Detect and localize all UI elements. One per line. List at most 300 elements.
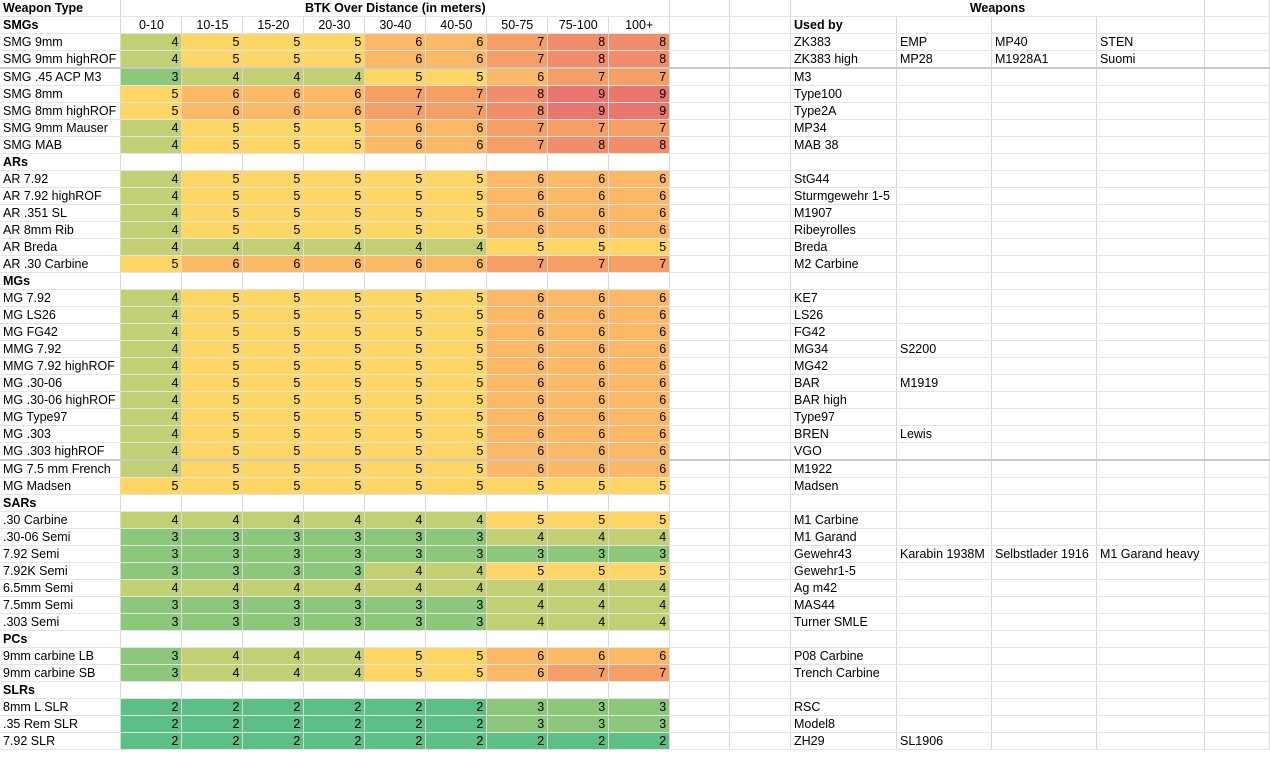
empty-cell[interactable] (1204, 495, 1269, 512)
empty-cell[interactable] (670, 239, 730, 256)
btk-cell[interactable]: 6 (609, 222, 670, 239)
empty-cell[interactable] (1204, 239, 1269, 256)
used-by-weapon-cell[interactable]: Ribeyrolles (791, 222, 897, 239)
used-by-weapon-cell[interactable]: SL1906 (897, 733, 992, 750)
category-label[interactable]: SMGs (0, 17, 121, 34)
btk-cell[interactable]: 4 (304, 665, 365, 682)
weapon-type-cell[interactable]: MG .30-06 (0, 375, 121, 392)
empty-cell[interactable] (730, 324, 791, 341)
empty-cell[interactable] (670, 495, 730, 512)
used-by-weapon-cell[interactable] (897, 239, 992, 256)
empty-cell[interactable] (670, 103, 730, 120)
empty-cell[interactable] (1204, 222, 1269, 239)
btk-cell[interactable]: 8 (548, 137, 609, 154)
empty-cell[interactable] (670, 205, 730, 222)
empty-cell[interactable] (487, 273, 548, 290)
empty-cell[interactable] (1204, 205, 1269, 222)
used-by-weapon-cell[interactable] (1096, 733, 1204, 750)
btk-cell[interactable]: 4 (182, 239, 243, 256)
btk-cell[interactable]: 5 (182, 205, 243, 222)
btk-cell[interactable]: 4 (548, 580, 609, 597)
empty-cell[interactable] (548, 495, 609, 512)
btk-cell[interactable]: 5 (304, 188, 365, 205)
btk-cell[interactable]: 3 (426, 614, 487, 631)
btk-cell[interactable]: 5 (182, 478, 243, 495)
btk-cell[interactable]: 6 (487, 68, 548, 86)
empty-cell[interactable] (730, 239, 791, 256)
btk-cell[interactable]: 6 (487, 222, 548, 239)
btk-cell[interactable]: 5 (365, 205, 426, 222)
weapon-type-cell[interactable]: 9mm carbine LB (0, 648, 121, 665)
used-by-weapon-cell[interactable] (1096, 375, 1204, 392)
btk-cell[interactable]: 4 (243, 580, 304, 597)
empty-cell[interactable] (243, 273, 304, 290)
used-by-weapon-cell[interactable] (897, 580, 992, 597)
weapon-type-cell[interactable]: MG FG42 (0, 324, 121, 341)
empty-cell[interactable] (182, 495, 243, 512)
btk-cell[interactable]: 5 (304, 443, 365, 461)
btk-cell[interactable]: 4 (121, 137, 182, 154)
btk-cell[interactable]: 4 (426, 512, 487, 529)
btk-cell[interactable]: 6 (609, 188, 670, 205)
used-by-weapon-cell[interactable] (991, 341, 1096, 358)
weapon-type-cell[interactable]: SMG 8mm highROF (0, 103, 121, 120)
btk-cell[interactable]: 6 (426, 256, 487, 273)
empty-cell[interactable] (182, 154, 243, 171)
btk-cell[interactable]: 5 (365, 171, 426, 188)
btk-cell[interactable]: 7 (487, 256, 548, 273)
empty-cell[interactable] (670, 392, 730, 409)
btk-cell[interactable]: 6 (609, 648, 670, 665)
empty-cell[interactable] (991, 631, 1096, 648)
used-by-weapon-cell[interactable] (1096, 307, 1204, 324)
empty-cell[interactable] (1096, 682, 1204, 699)
btk-cell[interactable]: 4 (487, 597, 548, 614)
used-by-weapon-cell[interactable]: BAR high (791, 392, 897, 409)
btk-cell[interactable]: 3 (487, 699, 548, 716)
btk-cell[interactable]: 4 (548, 614, 609, 631)
empty-cell[interactable] (670, 699, 730, 716)
btk-cell[interactable]: 3 (548, 699, 609, 716)
btk-title-header[interactable]: BTK Over Distance (in meters) (121, 0, 670, 17)
empty-cell[interactable] (121, 154, 182, 171)
btk-cell[interactable]: 5 (426, 205, 487, 222)
btk-cell[interactable]: 5 (365, 307, 426, 324)
btk-cell[interactable]: 4 (121, 580, 182, 597)
used-by-weapon-cell[interactable] (991, 375, 1096, 392)
empty-cell[interactable] (730, 273, 791, 290)
empty-cell[interactable] (365, 154, 426, 171)
btk-cell[interactable]: 5 (426, 375, 487, 392)
btk-cell[interactable]: 5 (609, 512, 670, 529)
used-by-weapon-cell[interactable]: M1928A1 (991, 51, 1096, 69)
empty-cell[interactable] (670, 0, 730, 17)
btk-cell[interactable]: 7 (609, 120, 670, 137)
empty-cell[interactable] (791, 682, 897, 699)
btk-cell[interactable]: 2 (304, 699, 365, 716)
used-by-weapon-cell[interactable]: MAS44 (791, 597, 897, 614)
btk-cell[interactable]: 4 (121, 443, 182, 461)
btk-cell[interactable]: 3 (121, 68, 182, 86)
empty-cell[interactable] (1204, 68, 1269, 86)
btk-cell[interactable]: 3 (243, 529, 304, 546)
used-by-weapon-cell[interactable] (991, 443, 1096, 461)
empty-cell[interactable] (1204, 665, 1269, 682)
empty-cell[interactable] (730, 341, 791, 358)
btk-cell[interactable]: 2 (487, 733, 548, 750)
btk-cell[interactable]: 3 (243, 597, 304, 614)
btk-cell[interactable]: 4 (609, 597, 670, 614)
btk-cell[interactable]: 8 (609, 51, 670, 69)
distance-header[interactable]: 10-15 (182, 17, 243, 34)
btk-cell[interactable]: 5 (304, 222, 365, 239)
weapon-type-cell[interactable]: 7.5mm Semi (0, 597, 121, 614)
empty-cell[interactable] (730, 597, 791, 614)
empty-cell[interactable] (1204, 631, 1269, 648)
empty-cell[interactable] (791, 154, 897, 171)
btk-cell[interactable]: 4 (182, 648, 243, 665)
used-by-weapon-cell[interactable] (897, 103, 992, 120)
used-by-weapon-cell[interactable] (897, 665, 992, 682)
btk-cell[interactable]: 2 (243, 733, 304, 750)
btk-cell[interactable]: 3 (121, 665, 182, 682)
btk-cell[interactable]: 5 (182, 460, 243, 478)
btk-cell[interactable]: 5 (609, 478, 670, 495)
btk-cell[interactable]: 8 (487, 103, 548, 120)
empty-cell[interactable] (791, 495, 897, 512)
empty-cell[interactable] (670, 290, 730, 307)
btk-cell[interactable]: 5 (243, 34, 304, 51)
used-by-weapon-cell[interactable]: LS26 (791, 307, 897, 324)
empty-cell[interactable] (670, 358, 730, 375)
empty-cell[interactable] (243, 631, 304, 648)
empty-cell[interactable] (426, 273, 487, 290)
empty-cell[interactable] (121, 682, 182, 699)
btk-cell[interactable]: 5 (426, 222, 487, 239)
btk-cell[interactable]: 6 (426, 137, 487, 154)
btk-cell[interactable]: 5 (304, 34, 365, 51)
used-by-weapon-cell[interactable]: M1919 (897, 375, 992, 392)
btk-cell[interactable]: 5 (426, 188, 487, 205)
btk-cell[interactable]: 6 (487, 290, 548, 307)
btk-cell[interactable]: 6 (487, 375, 548, 392)
btk-cell[interactable]: 4 (426, 580, 487, 597)
btk-cell[interactable]: 4 (609, 529, 670, 546)
empty-cell[interactable] (426, 682, 487, 699)
btk-cell[interactable]: 5 (304, 478, 365, 495)
used-by-weapon-cell[interactable]: VGO (791, 443, 897, 461)
empty-cell[interactable] (609, 682, 670, 699)
btk-cell[interactable]: 4 (609, 614, 670, 631)
empty-cell[interactable] (670, 341, 730, 358)
used-by-weapon-cell[interactable] (1096, 597, 1204, 614)
btk-cell[interactable]: 5 (243, 137, 304, 154)
empty-cell[interactable] (670, 68, 730, 86)
weapon-type-header[interactable]: Weapon Type (0, 0, 121, 17)
btk-cell[interactable]: 9 (609, 103, 670, 120)
empty-cell[interactable] (243, 682, 304, 699)
btk-cell[interactable]: 6 (548, 648, 609, 665)
empty-cell[interactable] (730, 256, 791, 273)
btk-cell[interactable]: 5 (243, 443, 304, 461)
btk-cell[interactable]: 2 (426, 733, 487, 750)
btk-cell[interactable]: 6 (426, 120, 487, 137)
empty-cell[interactable] (1204, 580, 1269, 597)
used-by-weapon-cell[interactable] (991, 358, 1096, 375)
btk-cell[interactable]: 5 (182, 324, 243, 341)
btk-cell[interactable]: 2 (121, 699, 182, 716)
btk-cell[interactable]: 2 (121, 716, 182, 733)
btk-cell[interactable]: 6 (487, 460, 548, 478)
btk-cell[interactable]: 5 (243, 341, 304, 358)
empty-cell[interactable] (670, 733, 730, 750)
weapon-type-cell[interactable]: AR 7.92 highROF (0, 188, 121, 205)
btk-cell[interactable]: 5 (304, 51, 365, 69)
used-by-weapon-cell[interactable]: Turner SMLE (791, 614, 897, 631)
weapon-type-cell[interactable]: AR .351 SL (0, 205, 121, 222)
btk-cell[interactable]: 5 (182, 188, 243, 205)
empty-cell[interactable] (730, 614, 791, 631)
empty-cell[interactable] (1204, 614, 1269, 631)
btk-cell[interactable]: 5 (243, 392, 304, 409)
weapon-type-cell[interactable]: 7.92 SLR (0, 733, 121, 750)
empty-cell[interactable] (670, 256, 730, 273)
used-by-weapon-cell[interactable] (1096, 409, 1204, 426)
empty-cell[interactable] (897, 631, 992, 648)
btk-cell[interactable]: 4 (121, 375, 182, 392)
weapon-type-cell[interactable]: AR .30 Carbine (0, 256, 121, 273)
weapon-type-cell[interactable]: 7.92K Semi (0, 563, 121, 580)
btk-cell[interactable]: 5 (487, 239, 548, 256)
btk-cell[interactable]: 4 (365, 580, 426, 597)
used-by-weapon-cell[interactable] (897, 68, 992, 86)
btk-cell[interactable]: 5 (243, 307, 304, 324)
btk-cell[interactable]: 4 (487, 614, 548, 631)
used-by-weapon-cell[interactable] (991, 68, 1096, 86)
used-by-weapon-cell[interactable]: M1907 (791, 205, 897, 222)
used-by-weapon-cell[interactable] (1096, 665, 1204, 682)
used-by-weapon-cell[interactable] (1096, 512, 1204, 529)
empty-cell[interactable] (791, 631, 897, 648)
btk-cell[interactable]: 4 (121, 341, 182, 358)
empty-cell[interactable] (1204, 597, 1269, 614)
empty-cell[interactable] (1096, 495, 1204, 512)
btk-cell[interactable]: 5 (365, 375, 426, 392)
btk-cell[interactable]: 4 (121, 239, 182, 256)
empty-cell[interactable] (730, 512, 791, 529)
btk-cell[interactable]: 6 (609, 358, 670, 375)
used-by-weapon-cell[interactable]: M1922 (791, 460, 897, 478)
used-by-weapon-cell[interactable] (1096, 392, 1204, 409)
empty-cell[interactable] (1204, 120, 1269, 137)
btk-cell[interactable]: 4 (121, 51, 182, 69)
btk-cell[interactable]: 3 (426, 546, 487, 563)
empty-cell[interactable] (991, 17, 1096, 34)
btk-cell[interactable]: 6 (182, 86, 243, 103)
empty-cell[interactable] (1204, 409, 1269, 426)
used-by-weapon-cell[interactable]: MAB 38 (791, 137, 897, 154)
btk-cell[interactable]: 5 (304, 426, 365, 443)
empty-cell[interactable] (670, 614, 730, 631)
weapons-header[interactable]: Weapons (791, 0, 1205, 17)
empty-cell[interactable] (730, 563, 791, 580)
weapon-type-cell[interactable]: 6.5mm Semi (0, 580, 121, 597)
btk-cell[interactable]: 4 (243, 665, 304, 682)
empty-cell[interactable] (670, 120, 730, 137)
btk-cell[interactable]: 5 (243, 375, 304, 392)
btk-cell[interactable]: 5 (182, 426, 243, 443)
empty-cell[interactable] (991, 273, 1096, 290)
category-label[interactable]: SLRs (0, 682, 121, 699)
used-by-weapon-cell[interactable] (897, 222, 992, 239)
btk-cell[interactable]: 5 (365, 648, 426, 665)
btk-cell[interactable]: 6 (548, 358, 609, 375)
btk-cell[interactable]: 6 (548, 222, 609, 239)
btk-cell[interactable]: 3 (182, 614, 243, 631)
empty-cell[interactable] (730, 188, 791, 205)
btk-cell[interactable]: 6 (243, 103, 304, 120)
btk-cell[interactable]: 2 (548, 733, 609, 750)
empty-cell[interactable] (1204, 648, 1269, 665)
used-by-weapon-cell[interactable]: MP40 (991, 34, 1096, 51)
btk-cell[interactable]: 3 (365, 614, 426, 631)
distance-header[interactable]: 75-100 (548, 17, 609, 34)
btk-cell[interactable]: 6 (548, 171, 609, 188)
btk-cell[interactable]: 5 (243, 171, 304, 188)
used-by-weapon-cell[interactable] (1096, 239, 1204, 256)
used-by-weapon-cell[interactable]: MG34 (791, 341, 897, 358)
empty-cell[interactable] (730, 682, 791, 699)
btk-cell[interactable]: 3 (121, 529, 182, 546)
empty-cell[interactable] (304, 154, 365, 171)
btk-cell[interactable]: 4 (121, 34, 182, 51)
used-by-weapon-cell[interactable] (1096, 137, 1204, 154)
used-by-weapon-cell[interactable] (991, 460, 1096, 478)
btk-cell[interactable]: 5 (426, 648, 487, 665)
btk-cell[interactable]: 6 (609, 426, 670, 443)
weapon-type-cell[interactable]: AR 8mm Rib (0, 222, 121, 239)
btk-cell[interactable]: 2 (609, 733, 670, 750)
used-by-weapon-cell[interactable] (897, 648, 992, 665)
btk-cell[interactable]: 7 (426, 103, 487, 120)
used-by-weapon-cell[interactable]: Lewis (897, 426, 992, 443)
empty-cell[interactable] (1096, 273, 1204, 290)
btk-cell[interactable]: 4 (426, 563, 487, 580)
used-by-weapon-cell[interactable] (897, 614, 992, 631)
empty-cell[interactable] (730, 290, 791, 307)
empty-cell[interactable] (670, 222, 730, 239)
btk-cell[interactable]: 7 (487, 34, 548, 51)
used-by-weapon-cell[interactable]: Model8 (791, 716, 897, 733)
category-label[interactable]: MGs (0, 273, 121, 290)
empty-cell[interactable] (121, 495, 182, 512)
btk-cell[interactable]: 3 (121, 614, 182, 631)
used-by-weapon-cell[interactable]: Selbstlader 1916 (991, 546, 1096, 563)
weapon-type-cell[interactable]: MG LS26 (0, 307, 121, 324)
used-by-weapon-cell[interactable] (897, 597, 992, 614)
empty-cell[interactable] (548, 273, 609, 290)
empty-cell[interactable] (1204, 529, 1269, 546)
used-by-weapon-cell[interactable]: Type100 (791, 86, 897, 103)
empty-cell[interactable] (730, 580, 791, 597)
btk-cell[interactable]: 6 (548, 409, 609, 426)
used-by-weapon-cell[interactable]: Trench Carbine (791, 665, 897, 682)
empty-cell[interactable] (730, 103, 791, 120)
empty-cell[interactable] (670, 631, 730, 648)
empty-cell[interactable] (121, 273, 182, 290)
btk-cell[interactable]: 4 (121, 222, 182, 239)
btk-cell[interactable]: 4 (121, 290, 182, 307)
empty-cell[interactable] (1204, 0, 1269, 17)
btk-cell[interactable]: 5 (304, 409, 365, 426)
btk-cell[interactable]: 6 (365, 120, 426, 137)
empty-cell[interactable] (365, 273, 426, 290)
btk-cell[interactable]: 5 (182, 409, 243, 426)
btk-cell[interactable]: 6 (548, 443, 609, 461)
btk-cell[interactable]: 2 (182, 733, 243, 750)
used-by-weapon-cell[interactable]: MP34 (791, 120, 897, 137)
btk-cell[interactable]: 5 (426, 392, 487, 409)
empty-cell[interactable] (670, 375, 730, 392)
btk-cell[interactable]: 5 (426, 478, 487, 495)
btk-cell[interactable]: 4 (121, 205, 182, 222)
btk-cell[interactable]: 6 (304, 103, 365, 120)
btk-cell[interactable]: 3 (365, 597, 426, 614)
btk-cell[interactable]: 4 (365, 512, 426, 529)
used-by-weapon-cell[interactable] (991, 137, 1096, 154)
used-by-weapon-cell[interactable] (1096, 103, 1204, 120)
btk-cell[interactable]: 7 (548, 256, 609, 273)
used-by-weapon-cell[interactable]: ZK383 (791, 34, 897, 51)
btk-cell[interactable]: 4 (548, 597, 609, 614)
btk-cell[interactable]: 6 (609, 443, 670, 461)
empty-cell[interactable] (487, 154, 548, 171)
empty-cell[interactable] (670, 34, 730, 51)
btk-cell[interactable]: 5 (243, 478, 304, 495)
btk-cell[interactable]: 5 (426, 409, 487, 426)
btk-cell[interactable]: 7 (487, 120, 548, 137)
btk-cell[interactable]: 5 (304, 171, 365, 188)
btk-cell[interactable]: 8 (609, 137, 670, 154)
used-by-weapon-cell[interactable]: Gewehr43 (791, 546, 897, 563)
empty-cell[interactable] (1204, 426, 1269, 443)
empty-cell[interactable] (1204, 188, 1269, 205)
used-by-weapon-cell[interactable] (1096, 256, 1204, 273)
used-by-weapon-cell[interactable]: M1 Carbine (791, 512, 897, 529)
empty-cell[interactable] (897, 273, 992, 290)
used-by-weapon-cell[interactable] (897, 699, 992, 716)
weapon-type-cell[interactable]: MG .30-06 highROF (0, 392, 121, 409)
used-by-weapon-cell[interactable] (991, 392, 1096, 409)
btk-cell[interactable]: 5 (121, 103, 182, 120)
used-by-weapon-cell[interactable] (991, 597, 1096, 614)
used-by-weapon-cell[interactable] (1096, 341, 1204, 358)
empty-cell[interactable] (670, 546, 730, 563)
btk-cell[interactable]: 5 (304, 324, 365, 341)
btk-cell[interactable]: 5 (304, 375, 365, 392)
btk-cell[interactable]: 4 (182, 512, 243, 529)
empty-cell[interactable] (182, 273, 243, 290)
empty-cell[interactable] (487, 495, 548, 512)
btk-cell[interactable]: 5 (609, 239, 670, 256)
btk-cell[interactable]: 3 (426, 529, 487, 546)
used-by-weapon-cell[interactable] (991, 307, 1096, 324)
btk-cell[interactable]: 5 (365, 409, 426, 426)
empty-cell[interactable] (991, 495, 1096, 512)
used-by-weapon-cell[interactable] (1096, 478, 1204, 495)
btk-cell[interactable]: 5 (304, 460, 365, 478)
btk-cell[interactable]: 2 (121, 733, 182, 750)
